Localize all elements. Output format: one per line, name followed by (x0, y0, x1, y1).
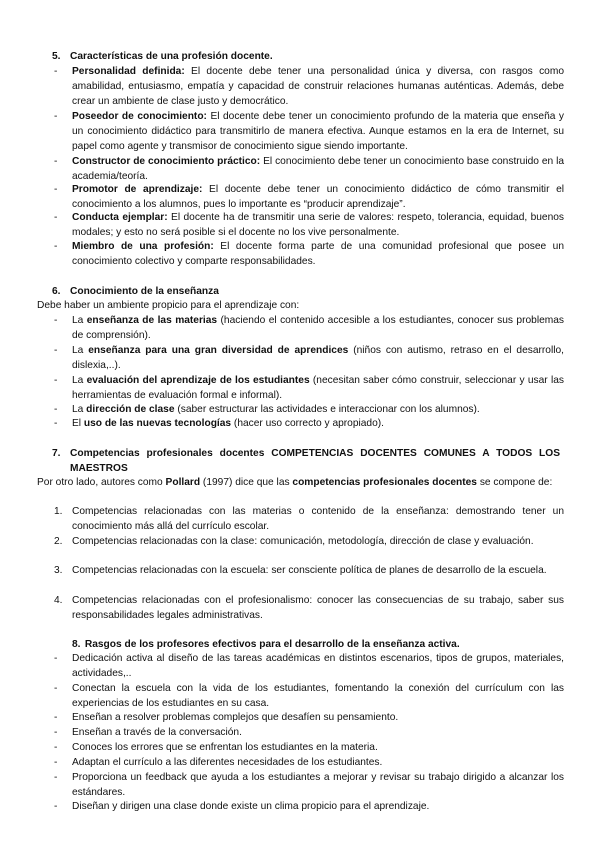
list-item: - Poseedor de conocimiento: El docente debe tener un conocimiento profundo de la materia que enseña y un conocimiento didáctico para transmitirlo de manera efectiva. Aunque estamos en la era de Internet, su papel como agente y transmisor de conocimiento sigue siendo importante. (54, 111, 564, 152)
section-7-intro: Por otro lado, autores como Pollard (1997) dice que las competencias profesionales docentes se compone de: (37, 477, 553, 488)
list-item: - La enseñanza para una gran diversidad de aprendices (niños con autismo, retraso en el desarrollo, dislexia,..). (54, 345, 564, 371)
section-7-heading: 7. Competencias profesionales docentes COMPETENCIAS DOCENTES COMUNES A TODOS LOS MAESTROS (52, 448, 560, 474)
numbered-item: 2. Competencias relacionadas con la clase: comunicación, metodología, dirección de clase y evaluación. (54, 536, 534, 547)
list-item: - Promotor de aprendizaje: El docente debe tener un conocimiento didáctico de cómo transmitir el conocimiento a los alumnos, pues lo importante es “producir aprendizaje”. (54, 184, 565, 210)
list-item: - La evaluación del aprendizaje de los estudiantes (necesitan saber cómo construir, seleccionar y usar las herramientas de evaluación formal e informal). (54, 375, 564, 401)
numbered-item: 1. Competencias relacionadas con las materias o contenido de la enseñanza: demostrando tener un conocimiento más allá del currículo escolar. (54, 506, 564, 532)
numbered-item: 4. Competencias relacionadas con el profesionalismo: conocer las consecuencias de su trabajo, saber sus responsabilidades legales administrativas. (54, 595, 564, 621)
list-item: - La dirección de clase (saber estructurar las actividades e interaccionar con los alumnos). (54, 404, 480, 415)
list-item: - Proporciona un feedback que ayuda a los estudiantes a mejorar y revisar su trabajo dirigido a alcanzar los estándares. (54, 772, 564, 798)
section-6-heading: 6. Conocimiento de la enseñanza (52, 286, 219, 297)
list-item: - La enseñanza de las materias (haciendo el contenido accesible a los estudiantes, conocer sus problemas de comprensión). (54, 315, 564, 341)
list-item: - Enseñan a resolver problemas complejos que desafíen su pensamiento. (54, 712, 399, 723)
list-item: - Diseñan y dirigen una clase donde existe un clima propicio para el aprendizaje. (54, 801, 430, 812)
numbered-item: 3. Competencias relacionadas con la escuela: ser consciente política de planes de desarrollo de la escuela. (54, 565, 547, 576)
section-5-heading: 5. Características de una profesión docente. (52, 51, 273, 62)
section-8-heading: 8. Rasgos de los profesores efectivos para el desarrollo de la enseñanza activa. (72, 639, 460, 650)
list-item: - Conectan la escuela con la vida de los estudiantes, fomentando la conexión del currículum con las experiencias de los estudiantes en su casa. (54, 683, 564, 709)
list-item: - El uso de las nuevas tecnologías (hacer uso correcto y apropiado). (54, 418, 384, 429)
list-item: - Adaptan el currículo a las diferentes necesidades de los estudiantes. (54, 757, 383, 768)
list-item: - Conoces los errores que se enfrentan los estudiantes en la materia. (54, 742, 378, 753)
list-item: - Miembro de una profesión: El docente forma parte de una comunidad profesional que posee un conocimiento colectivo y comparte responsabilidades. (54, 241, 564, 267)
list-item: - Enseñan a través de la conversación. (54, 727, 242, 738)
section-6-intro: Debe haber un ambiente propicio para el aprendizaje con: (37, 300, 300, 311)
list-item: - Constructor de conocimiento práctico: El conocimiento debe tener un conocimiento base construido en la academia/teoría. (54, 156, 565, 182)
list-item: - Personalidad definida: El docente debe tener una personalidad única y diversa, con rasgos como amabilidad, entusiasmo, empatía y capacidad de construir relaciones humanas auténticas. Además, debe crear un ambiente de clase justo y democrático. (54, 66, 564, 107)
list-item: - Conducta ejemplar: El docente ha de transmitir una serie de valores: respeto, tolerancia, equidad, buenos modales; y esto no será posible si el docente no los vive personalmente. (54, 212, 565, 238)
list-item: - Dedicación activa al diseño de las tareas académicas en distintos escenarios, tipos de grupos, materiales, actividades,.. (54, 653, 564, 679)
